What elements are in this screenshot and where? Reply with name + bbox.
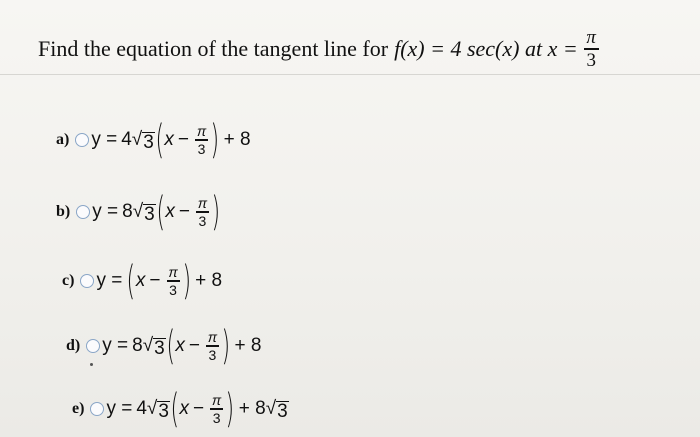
option-c[interactable] (62, 258, 222, 304)
question-three: 3 (586, 49, 596, 71)
question-fraction (584, 28, 599, 70)
option-letter: a) (56, 131, 70, 148)
option-expression: y = 4 √ 3 ( x − $\frac{\pi}{3}$ ) + 8 √ 3 (106, 386, 288, 432)
option-expression: y = ( x − $\frac{\pi}{3}$ ) + 8 (96, 258, 223, 304)
option-b[interactable] (56, 189, 221, 235)
option-letter: c) (62, 272, 75, 289)
question-function: f(x) = 4 sec(x) at x = (394, 35, 578, 61)
divider (0, 74, 700, 75)
radio-button[interactable] (75, 133, 89, 147)
sqrt-icon: √ 3 (142, 334, 165, 359)
option-letter: e) (72, 400, 85, 417)
sqrt-icon: √ 3 (131, 128, 154, 153)
radio-button[interactable] (90, 402, 104, 416)
radio-button[interactable] (80, 274, 94, 288)
option-a[interactable] (56, 117, 251, 163)
option-d[interactable] (66, 323, 261, 369)
option-letter: b) (56, 203, 71, 220)
sqrt-icon: √ 3 (265, 397, 288, 422)
question-text (38, 28, 601, 70)
question-prefix: Find the equation of the tangent line for (38, 35, 389, 61)
stray-dot (90, 363, 93, 366)
option-expression: y = 4 √ 3 ( x − $\frac{\pi}{3}$ ) + 8 (91, 117, 251, 163)
option-expression: y = 8 √ 3 ( x − $\frac{\pi}{3}$ ) + 8 (102, 323, 262, 369)
option-expression: y = 8 √ 3 ( x − $\frac{\pi}{3}$ ) (92, 189, 221, 235)
option-letter: d) (66, 337, 81, 354)
question-pi: π (586, 27, 596, 48)
sqrt-icon: √ 3 (132, 200, 155, 225)
radio-button[interactable] (76, 205, 90, 219)
option-e[interactable] (72, 386, 289, 432)
sqrt-icon: √ 3 (146, 397, 169, 422)
radio-button[interactable] (86, 339, 100, 353)
